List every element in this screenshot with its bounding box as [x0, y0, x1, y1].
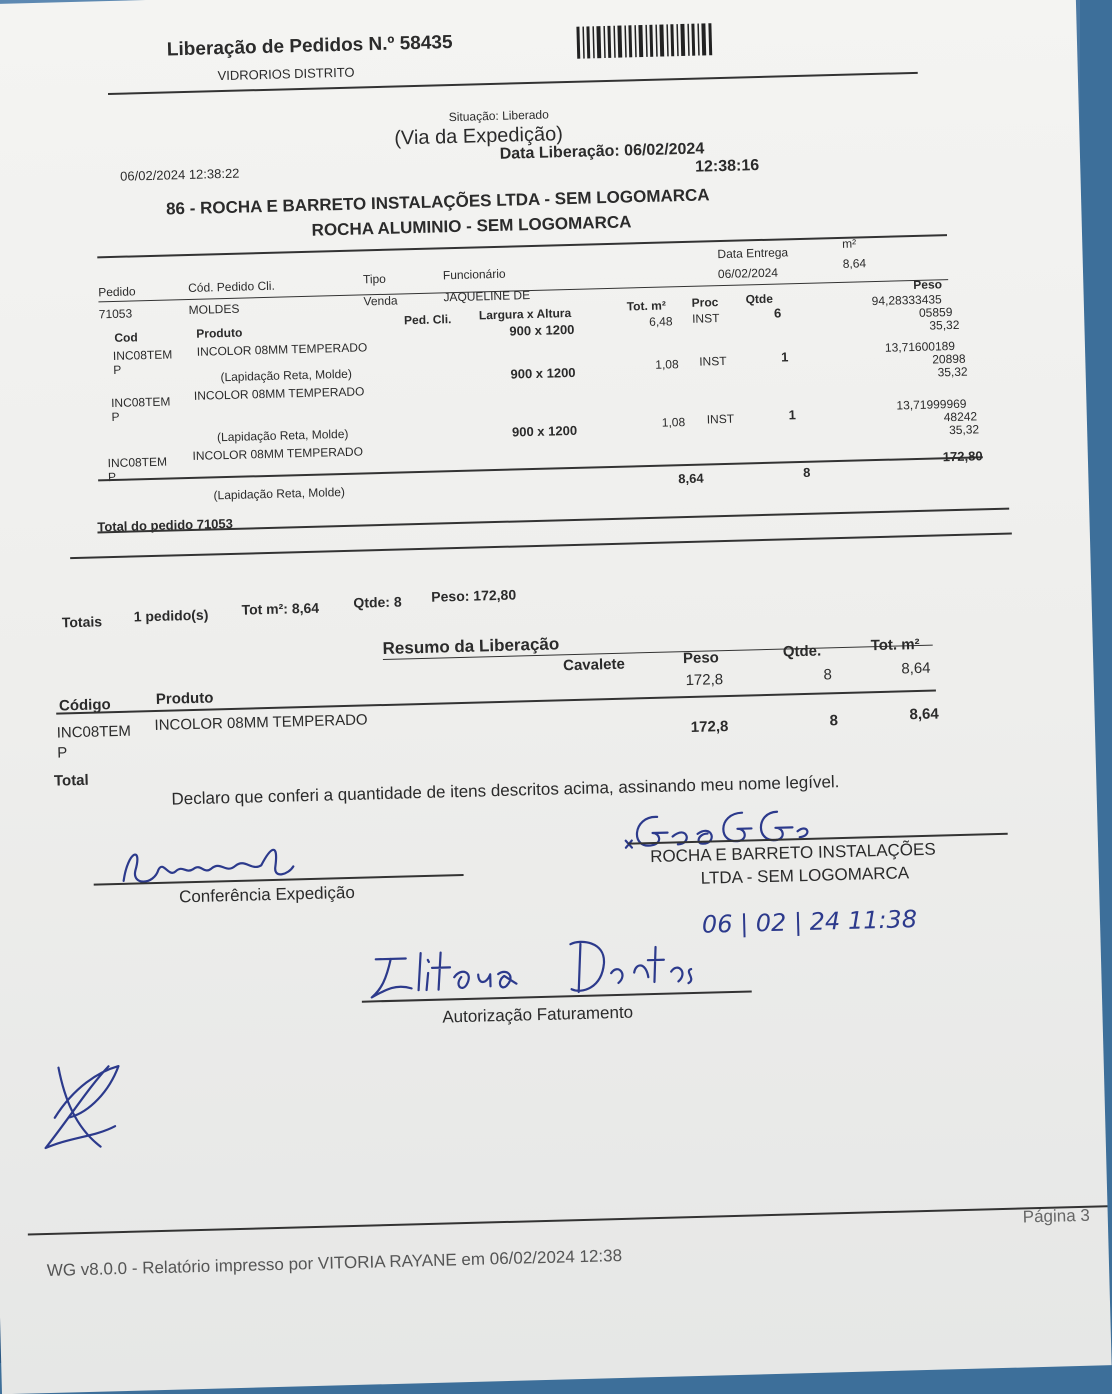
summary-col-produto: Produto — [155, 689, 214, 708]
item-3-peso: 13,71999969 — [896, 396, 967, 413]
item-1-peso: 94,28333435 — [871, 292, 942, 309]
item-2-tot-m2: 1,08 — [655, 357, 679, 372]
totals-m2: Tot m²: 8,64 — [241, 599, 320, 618]
totals-label: Totais — [61, 613, 103, 631]
item-1-produto: INCOLOR 08MM TEMPERADO — [196, 340, 368, 359]
summary-col-cavalete: Cavalete — [562, 655, 626, 675]
col-m2: m² — [842, 236, 857, 251]
item-2-peso: 13,71600189 — [884, 338, 956, 355]
via-text: (Via da Expedição) — [393, 123, 564, 150]
summary-total-qtde: 8 — [829, 712, 839, 730]
item-1-cod: INC08TEM — [112, 347, 173, 363]
order-cod-pedido-cli: MOLDES — [188, 301, 240, 317]
col-data-entrega: Data Entrega — [717, 245, 789, 262]
order-total-m2: 8,64 — [678, 470, 704, 487]
order-total-label: Total do pedido 71053 — [97, 515, 234, 535]
item-1-peso-unit: 35,32 — [929, 317, 960, 333]
item-3-qtde: 1 — [788, 407, 797, 423]
item-1-tot-m2: 6,48 — [648, 314, 673, 329]
declaration-text: Declaro que conferi a quantidade de itens descritos acima, assinando meu nome legível. — [171, 772, 840, 809]
summary-col-qtde: Qtde. — [782, 642, 822, 661]
totals-qtde: Qtde: 8 — [353, 593, 402, 611]
client-signature-line2: LTDA - SEM LOGOMARCA — [700, 863, 910, 888]
summary-col-codigo: Código — [58, 696, 111, 715]
order-total-peso: 172,80 — [942, 448, 983, 465]
summary-row-codigo-suffix: P — [57, 744, 68, 762]
item-3-cod-suffix: P — [107, 469, 117, 485]
item-3-tot-m2: 1,08 — [661, 415, 686, 430]
order-total-qtde: 8 — [802, 464, 811, 480]
summary-row-qtde: 8 — [823, 666, 833, 684]
col-qtde: Qtde — [745, 291, 774, 307]
summary-row-codigo: INC08TEM — [56, 722, 132, 742]
client-signature-line1: ROCHA E BARRETO INSTALAÇÕES — [649, 839, 936, 867]
item-3-cod: INC08TEM — [107, 454, 168, 471]
printed-datetime: 06/02/2024 12:38:22 — [119, 165, 240, 184]
totals-pedidos: 1 pedido(s) — [133, 606, 209, 625]
item-2-qtde: 1 — [780, 349, 789, 365]
item-2-cod-suffix: P — [111, 409, 120, 425]
item-2-peso-unit: 35,32 — [937, 364, 968, 380]
order-data-entrega: 06/02/2024 — [717, 265, 779, 282]
order-total-divider — [97, 508, 1009, 533]
item-3-obs: (Lapidação Reta, Molde) — [213, 484, 346, 503]
item-1-cod-suffix: P — [113, 362, 122, 377]
order-top-divider — [97, 234, 947, 258]
autorizacao-label: Autorização Faturamento — [442, 1002, 634, 1027]
situation-text: Situação: Liberado — [448, 107, 549, 125]
footer-printed-by: WG v8.0.0 - Relatório impresso por VITORIA RAYANE em 06/02/2024 12:38 — [46, 1245, 623, 1281]
item-1-qtde: 6 — [773, 305, 782, 321]
release-date: Data Liberação: 06/02/2024 — [499, 140, 705, 163]
order-section-divider — [70, 533, 1012, 559]
summary-title: Resumo da Liberação — [382, 634, 560, 659]
col-proc: Proc — [691, 295, 719, 310]
item-1-dims: 900 x 1200 — [509, 321, 575, 339]
item-2-dims: 900 x 1200 — [510, 364, 576, 382]
col-tipo: Tipo — [362, 271, 387, 287]
item-1-obs: (Lapidação Reta, Molde) — [220, 366, 353, 385]
summary-row-peso: 172,8 — [685, 671, 724, 690]
summary-col-peso: Peso — [682, 649, 720, 668]
order-tipo: Venda — [363, 293, 398, 309]
document-title: Liberação de Pedidos N.º 58435 — [166, 31, 453, 61]
summary-row-tot-m2: 8,64 — [901, 659, 931, 678]
item-2-cod: INC08TEM — [110, 394, 171, 411]
summary-row-produto: INCOLOR 08MM TEMPERADO — [154, 711, 368, 735]
item-1-proc: INST — [691, 311, 720, 326]
item-2-proc: INST — [699, 353, 727, 369]
item-3-produto: INCOLOR 08MM TEMPERADO — [192, 444, 364, 463]
release-time: 12:38:16 — [694, 157, 760, 176]
item-2-produto: INCOLOR 08MM TEMPERADO — [193, 384, 365, 403]
summary-total-label: Total — [53, 771, 89, 790]
col-pedido: Pedido — [98, 284, 136, 300]
footer-divider — [28, 1205, 1108, 1235]
order-m2: 8,64 — [842, 256, 867, 271]
col-cod: Cod — [114, 330, 138, 345]
summary-total-peso: 172,8 — [690, 718, 729, 736]
col-ped-cli: Ped. Cli. — [403, 312, 452, 328]
col-largura-altura: Largura x Altura — [478, 305, 572, 323]
item-2-obs: (Lapidação Reta, Molde) — [216, 426, 349, 445]
company-name: VIDRORIOS DISTRITO — [217, 64, 355, 84]
col-tot-m2: Tot. m² — [626, 298, 667, 314]
item-3-proc: INST — [706, 411, 735, 427]
item-2-peso-cont: 20898 — [932, 351, 966, 367]
conferencia-label: Conferência Expedição — [178, 882, 356, 907]
client-name-line1: 86 - ROCHA E BARRETO INSTALAÇÕES LTDA - SEM LOGOMARCA — [165, 185, 710, 219]
item-3-peso-cont: 48242 — [943, 409, 978, 425]
col-funcionario: Funcionário — [442, 266, 506, 283]
totals-peso: Peso: 172,80 — [431, 586, 517, 605]
item-1-peso-cont: 05859 — [918, 304, 953, 320]
barcode-icon — [576, 23, 717, 59]
summary-total-m2: 8,64 — [909, 705, 939, 724]
handwritten-mark-icon — [38, 1056, 131, 1158]
col-peso: Peso — [913, 277, 943, 293]
footer-page: Página 3 — [1022, 1205, 1091, 1227]
order-funcionario: JAQUELINE DE — [443, 288, 531, 305]
col-produto: Produto — [196, 325, 243, 341]
client-name-line2: ROCHA ALUMINIO - SEM LOGOMARCA — [311, 212, 632, 240]
handwritten-date: 06 | 02 | 24 11:38 — [701, 905, 918, 939]
order-number: 71053 — [98, 306, 133, 322]
item-3-peso-unit: 35,32 — [948, 422, 980, 438]
item-3-dims: 900 x 1200 — [511, 422, 578, 440]
summary-col-tot-m2: Tot. m² — [870, 635, 920, 655]
col-cod-pedido-cli: Cód. Pedido Cli. — [187, 278, 275, 295]
